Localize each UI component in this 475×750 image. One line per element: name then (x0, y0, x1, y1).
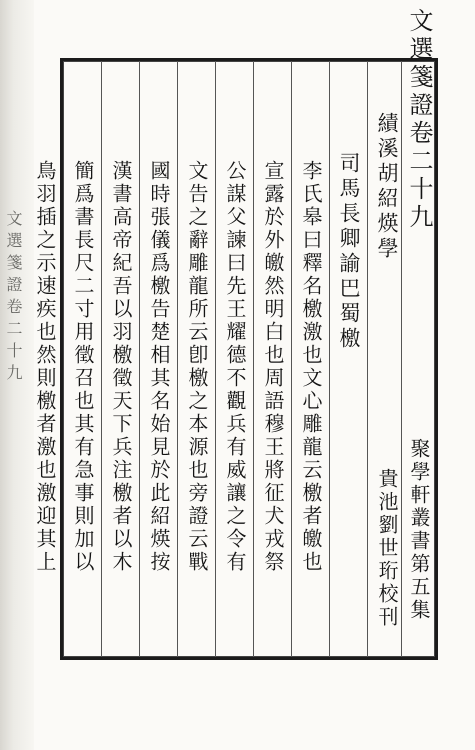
body-line: 漢書高帝紀吾以羽檄徵天下兵注檄者以木 (109, 160, 133, 574)
column-rule (291, 61, 292, 657)
body-line: 簡爲書長尺二寸用徵召也其有急事則加以 (71, 160, 95, 574)
fold-margin-title: 文選箋證卷二十九 (4, 210, 23, 386)
collection-title: 聚學軒叢書第五集 (407, 438, 431, 622)
column-rule (177, 61, 178, 657)
column-rule (215, 61, 216, 657)
editor-name: 貴池劉世珩校刊 (375, 468, 399, 629)
body-line: 宣露於外皦然明白也周語穆王將征犬戎祭 (261, 160, 285, 574)
section-heading: 司馬長卿諭巴蜀檄 (337, 152, 361, 352)
author-name: 績溪胡紹煐學 (375, 112, 399, 262)
body-line: 公謀父諫曰先王耀德不觀兵有威讓之令有 (223, 160, 247, 574)
body-line: 李氏皋曰釋名檄激也文心雕龍云檄者皦也 (299, 160, 323, 574)
body-line: 國時張儀爲檄告楚相其名始見於此紹煐按 (147, 160, 171, 574)
column-rule (139, 61, 140, 657)
column-rule (329, 61, 330, 657)
column-rule (367, 61, 368, 657)
volume-title: 文選箋證卷二十九 (405, 8, 433, 232)
column-rule (253, 61, 254, 657)
body-line: 鳥羽插之示速疾也然則檄者激也激迎其上 (33, 160, 57, 574)
body-line: 文告之辭雕龍所云卽檄之本源也旁證云戰 (185, 160, 209, 574)
column-rule (101, 61, 102, 657)
